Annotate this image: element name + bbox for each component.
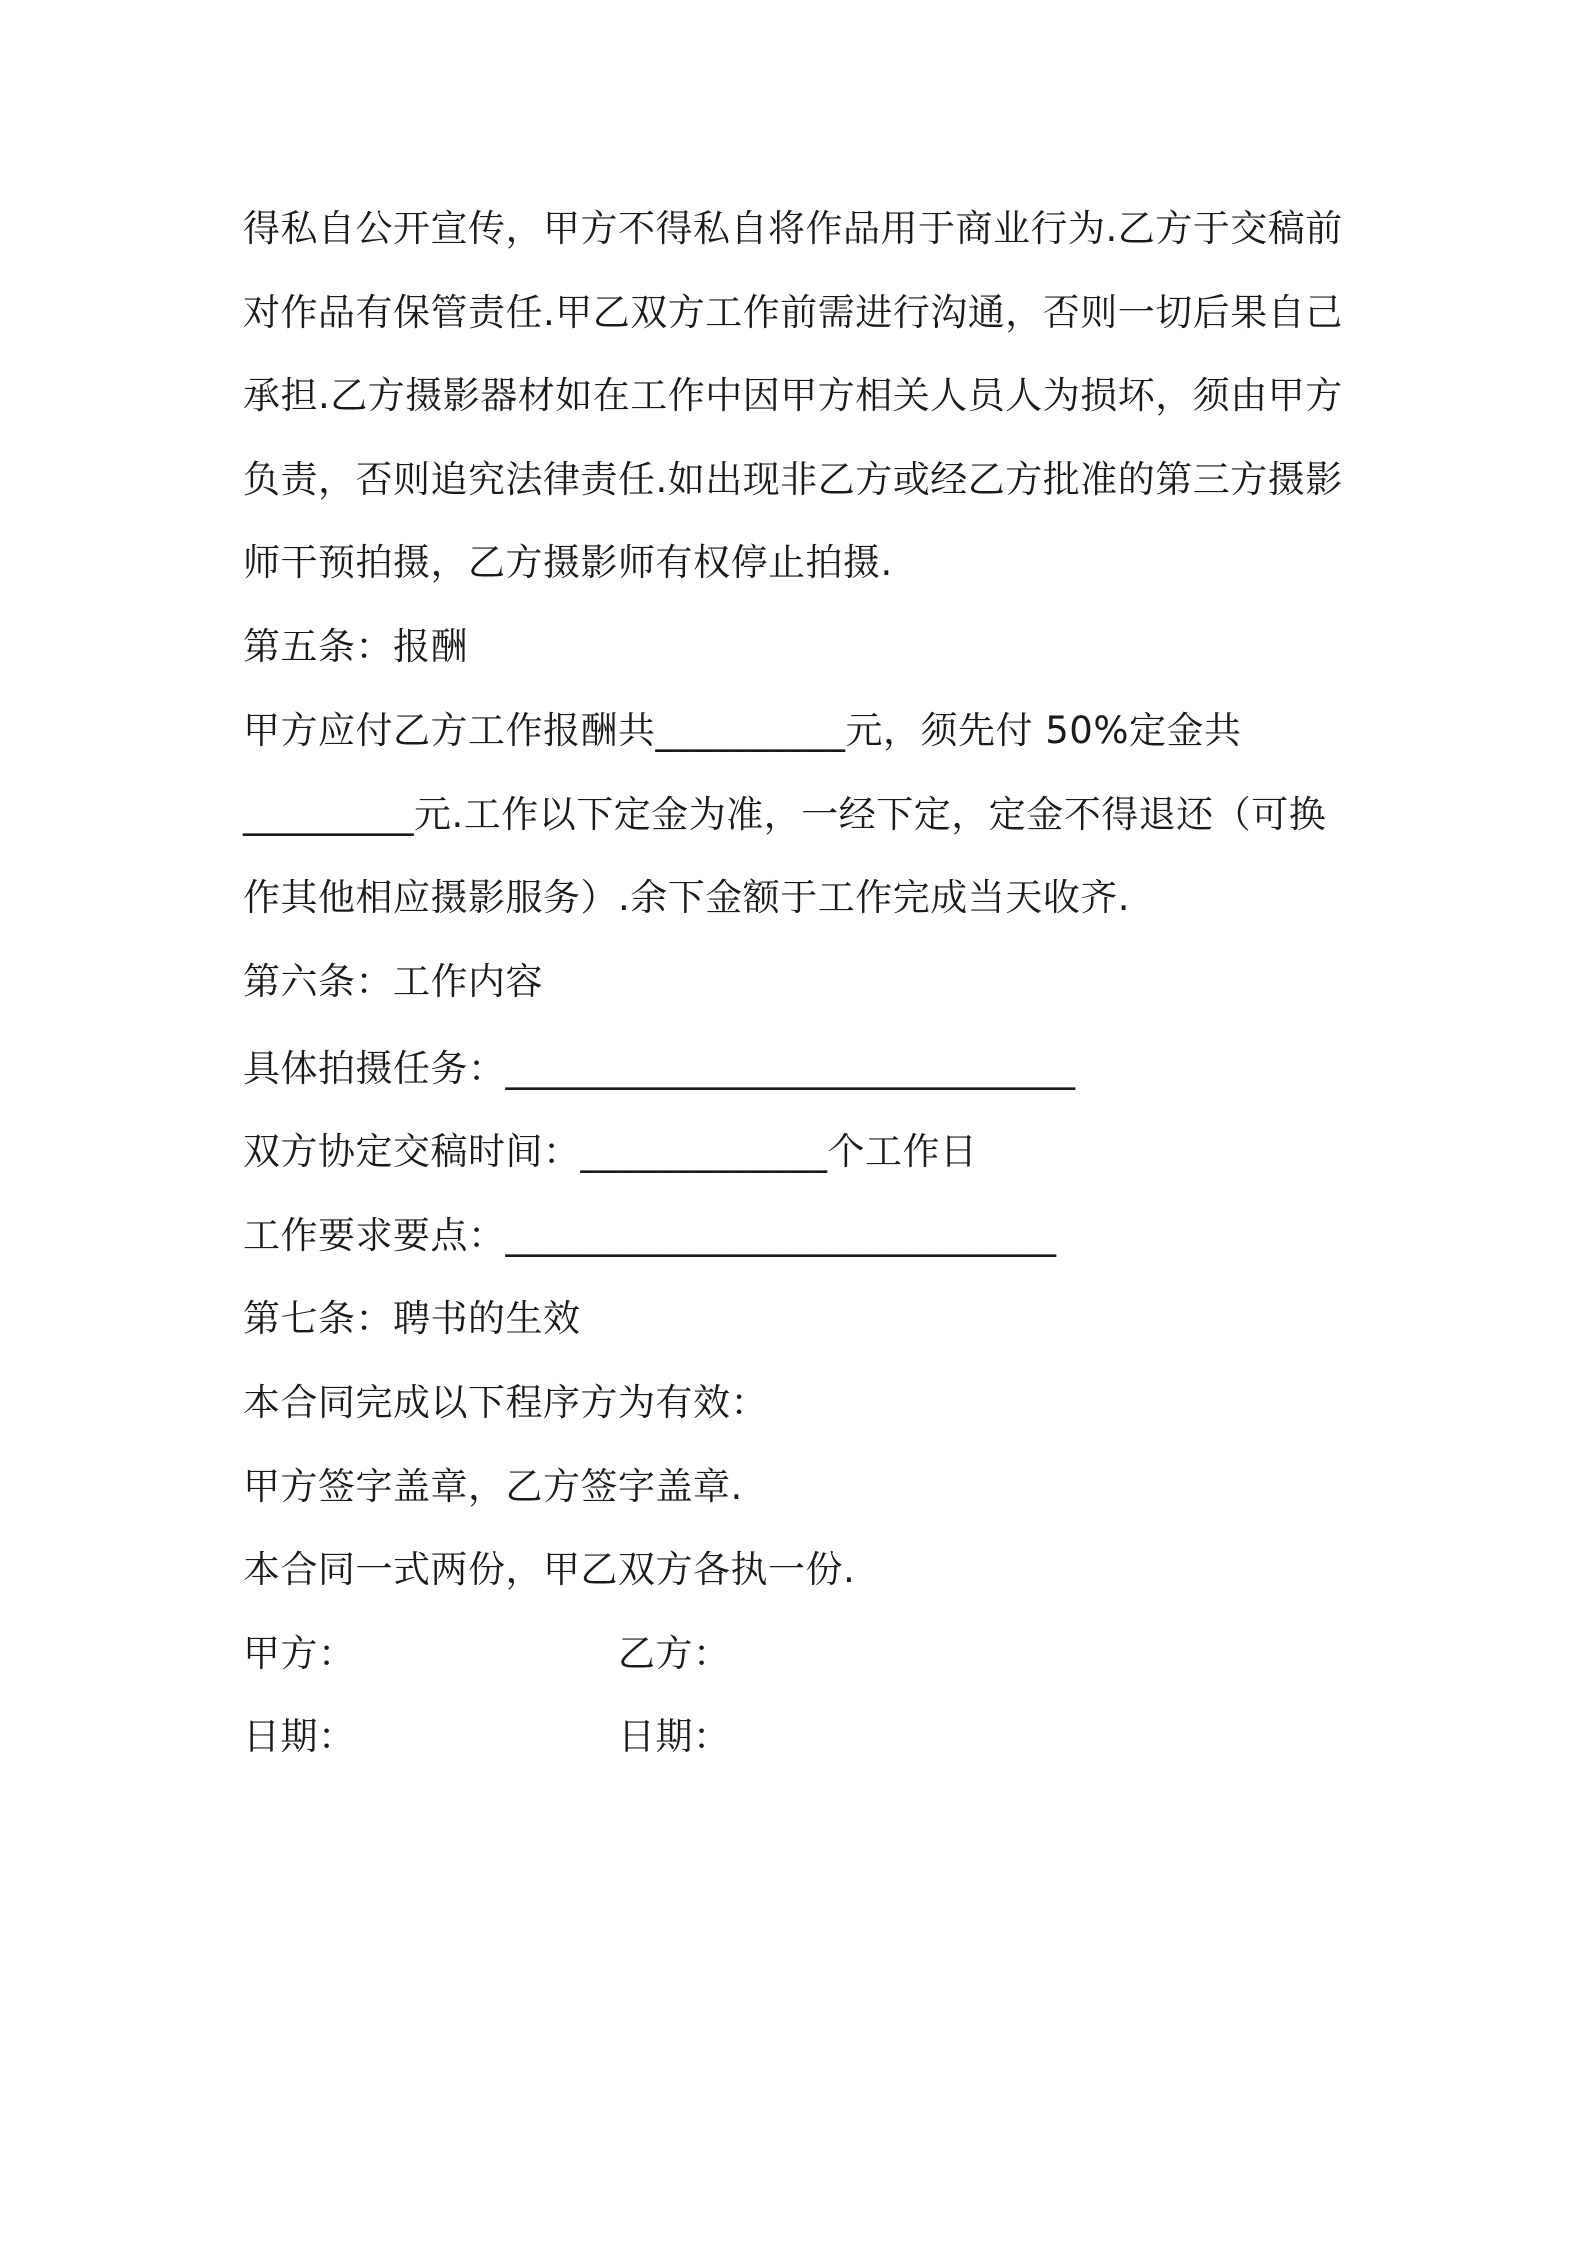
delivery-time-field: 双方协定交稿时间：_____________个工作日: [243, 1130, 978, 1173]
payment-text-line: _________元.工作以下定金为准，一经下定，定金不得退还（可换: [243, 793, 1327, 836]
article-6-heading: 第六条：工作内容: [243, 960, 543, 1003]
article-7-heading: 第七条：聘书的生效: [243, 1297, 581, 1340]
clause-text-line: 对作品有保管责任.甲乙双方工作前需进行沟通，否则一切后果自己: [243, 291, 1343, 334]
effect-text-line: 甲方签字盖章，乙方签字盖章.: [243, 1465, 743, 1508]
party-b-label: 乙方：: [618, 1632, 731, 1675]
party-a-label: 甲方：: [243, 1632, 356, 1675]
date-b-label: 日期：: [618, 1715, 731, 1758]
effect-text-line: 本合同完成以下程序方为有效：: [243, 1381, 768, 1424]
article-5-heading: 第五条：报酬: [243, 625, 468, 668]
payment-text-line: 甲方应付乙方工作报酬共__________元，须先付 50%定金共: [243, 709, 1242, 752]
requirements-field: 工作要求要点：_____________________________: [243, 1214, 1057, 1257]
effect-text-line: 本合同一式两份，甲乙双方各执一份.: [243, 1548, 856, 1591]
clause-text-line: 承担.乙方摄影器材如在工作中因甲方相关人员人为损坏，须由甲方: [243, 374, 1343, 417]
shooting-task-field: 具体拍摄任务：______________________________: [243, 1047, 1076, 1090]
date-row: [243, 1711, 1363, 1763]
clause-text-line: 师干预拍摄，乙方摄影师有权停止拍摄.: [243, 541, 893, 584]
clause-text-line: 得私自公开宣传，甲方不得私自将作品用于商业行为.乙方于交稿前: [243, 207, 1343, 250]
date-a-label: 日期：: [243, 1715, 356, 1758]
signature-row: [243, 1628, 1363, 1680]
clause-text-line: 负责，否则追究法律责任.如出现非乙方或经乙方批准的第三方摄影: [243, 458, 1343, 501]
payment-text-line: 作其他相应摄影服务）.余下金额于工作完成当天收齐.: [243, 876, 1131, 919]
